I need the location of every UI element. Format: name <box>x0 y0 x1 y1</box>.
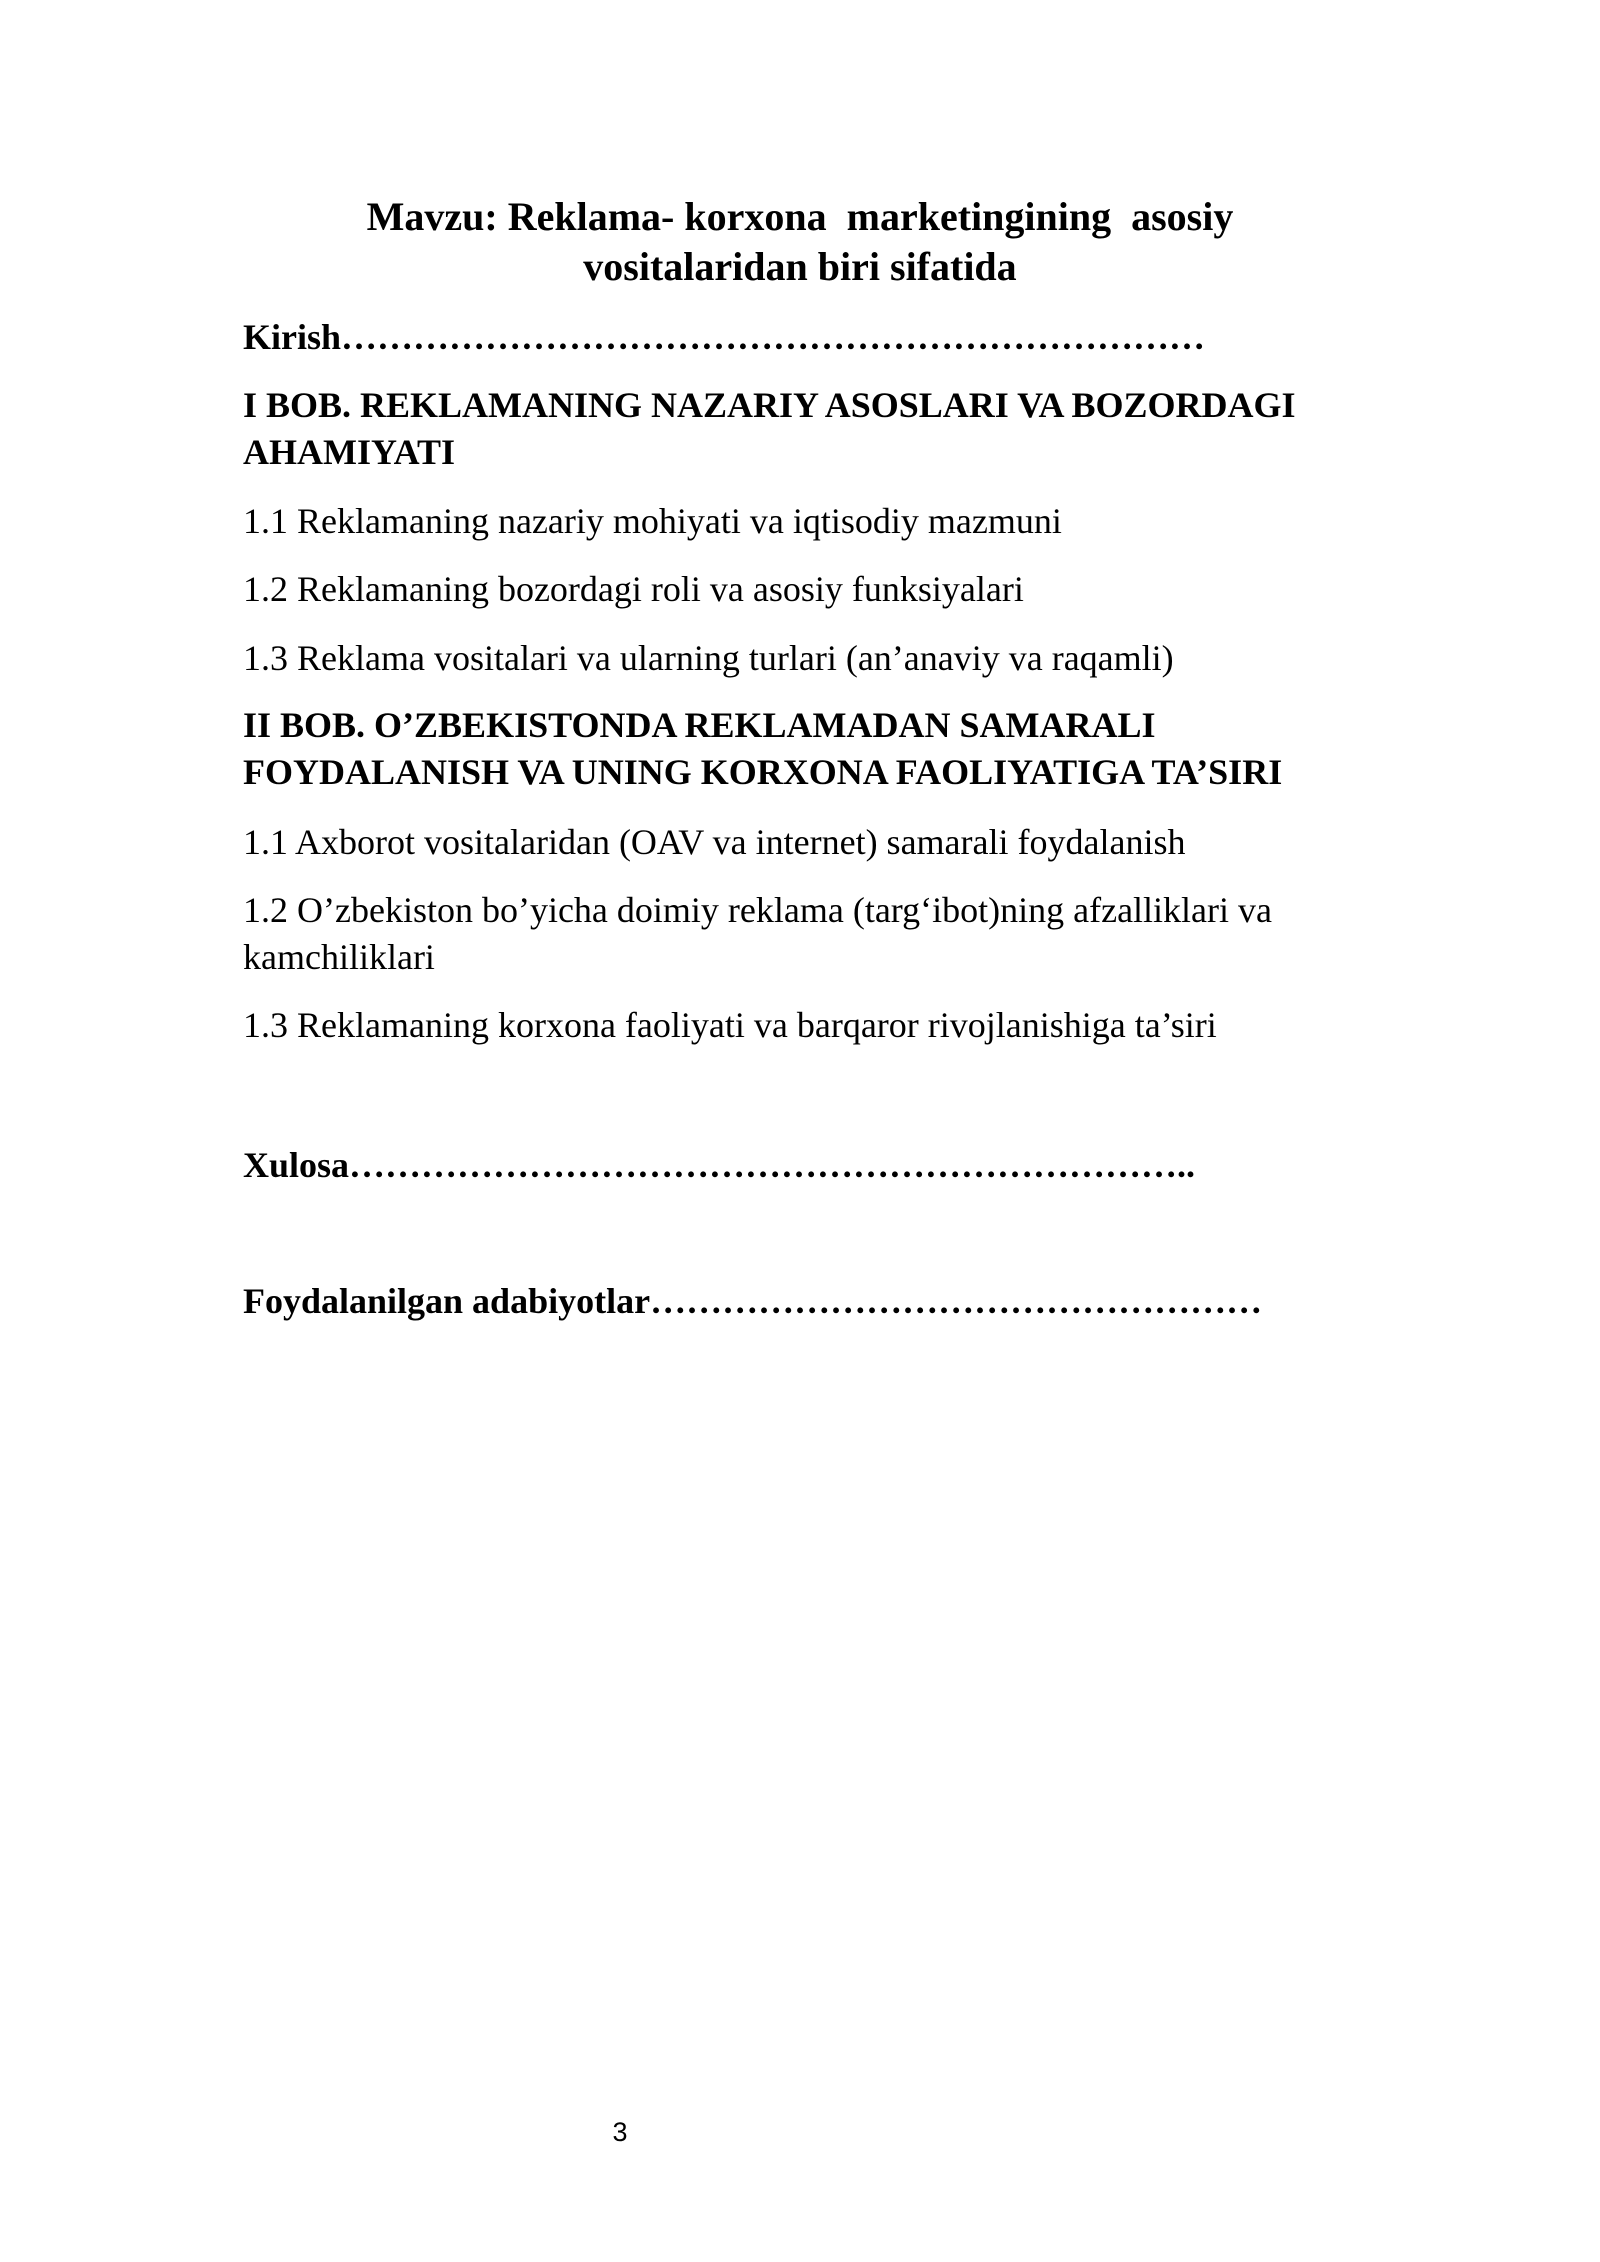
toc-item-2-3: 1.3 Reklamaning korxona faoliyati va barqaror rivojlanishiga ta’siri <box>243 1005 1217 1045</box>
title-line-1: Mavzu: Reklama- korxona marketingining asosiy <box>366 194 1234 239</box>
chapter-1-line-1: I BOB. REKLAMANING NAZARIY ASOSLARI VA BOZORDAGI <box>243 385 1296 425</box>
toc-item-2-2-line-2: kamchiliklari <box>243 937 435 977</box>
toc-item-2-2-line-1: 1.2 O’zbekiston bo’yicha doimiy reklama (targ‘ibot)ning afzalliklari va <box>243 890 1273 930</box>
title-line-2: vositalaridan biri sifatida <box>583 244 1017 289</box>
toc-intro: Kirish……………………………………………………………… <box>243 317 1206 357</box>
chapter-2-line-1: II BOB. O’ZBEKISTONDA REKLAMADAN SAMARALI <box>243 705 1156 745</box>
toc-item-1-1: 1.1 Reklamaning nazariy mohiyati va iqtisodiy mazmuni <box>243 501 1062 541</box>
toc-item-2-2 <box>243 887 1373 981</box>
toc-item-1-3: 1.3 Reklama vositalari va ularning turlari (an’anaviy va raqamli) <box>243 638 1174 678</box>
page-number: 3 <box>612 2117 628 2147</box>
toc-conclusion: Xulosa…………………………………………………………….. <box>243 1145 1196 1185</box>
document-title <box>200 192 1400 292</box>
toc-item-1-2: 1.2 Reklamaning bozordagi roli va asosiy funksiyalari <box>243 569 1024 609</box>
toc-chapter-2 <box>243 702 1373 796</box>
toc-references: Foydalanilgan adabiyotlar…………………………………………… <box>243 1281 1263 1321</box>
toc-item-2-1: 1.1 Axborot vositalaridan (OAV va internet) samarali foydalanish <box>243 822 1186 862</box>
toc-chapter-1 <box>243 382 1373 476</box>
chapter-2-line-2: FOYDALANISH VA UNING KORXONA FAOLIYATIGA TA’SIRI <box>243 752 1283 792</box>
chapter-1-line-2: AHAMIYATI <box>243 432 456 472</box>
